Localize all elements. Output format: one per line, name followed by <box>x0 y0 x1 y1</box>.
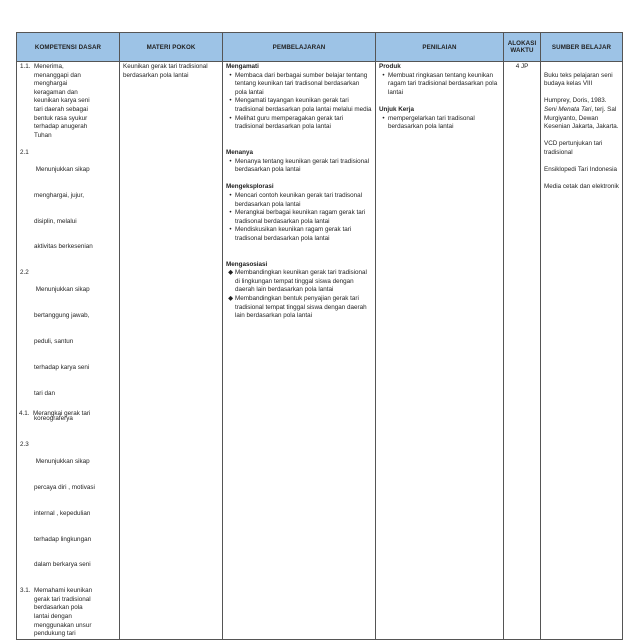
bullet-icon: • <box>382 114 385 122</box>
list-item: • Mengamati tayangan keunikan gerak tari tradisional berdasarkan pola lantai melalui media <box>226 97 372 114</box>
bullet-icon: • <box>229 71 232 79</box>
kompetensi-item <box>20 149 116 269</box>
kompetensi-line: Tuhan <box>34 131 52 139</box>
kompetensi-line: berdasarkan pola <box>34 604 83 612</box>
bullet-icon: • <box>229 97 232 105</box>
kompetensi-number: 3.1. <box>20 587 31 595</box>
kompetensi-line: terhadap anugerah <box>34 123 88 131</box>
kompetensi-line: terhadap karya seni <box>34 363 90 371</box>
pembelajaran-title: Menanya <box>226 148 253 156</box>
kompetensi-cell <box>17 62 120 640</box>
pembelajaran-title: Mengamati <box>226 63 259 70</box>
materi-text: Keunikan gerak tari tradisional berdasarkan pola lantai <box>123 63 208 79</box>
header-pembelajaran: PEMBELAJARAN <box>223 33 376 62</box>
kompetensi-line: disiplin, melalui <box>34 217 77 225</box>
kompetensi-line: terhadap lingkungan <box>34 535 92 543</box>
kompetensi-item <box>20 441 116 587</box>
bullet-icon: ◆ <box>228 295 233 303</box>
bullet-icon: • <box>229 157 232 165</box>
sumber-item: Ensiklopedi Tari Indonesia <box>544 166 618 174</box>
bullet-icon: • <box>229 226 232 234</box>
kompetensi-line: koreograferya <box>34 415 73 423</box>
header-kompetensi: KOMPETENSI DASAR <box>17 33 120 62</box>
kompetensi-line: percaya diri , motivasi <box>34 484 95 492</box>
kompetensi-line: gerak tari tradisional <box>34 595 91 603</box>
header-row <box>17 33 623 62</box>
list-item: • Mendiskusikan keunikan ragam gerak tari tradisonal berdasarkan pola lantai <box>226 226 372 243</box>
kompetensi-item <box>20 587 116 639</box>
kompetensi-number: 2.1 <box>20 148 29 156</box>
list-item: • Melihat guru memperagakan gerak tari tradisional berdasarkan pola lantai <box>226 115 372 132</box>
kompetensi-number: 2.3 <box>20 441 29 449</box>
sumber-cell <box>541 62 623 640</box>
bullet-icon: • <box>229 209 232 217</box>
list-item: ◆ Membandingkan keunikan gerak tari tradisional di lingkungan tempat tinggal siswa dengan daerah lain berdasarkan pola lantai <box>226 269 372 295</box>
kompetensi-line: bertanggung jawab, <box>34 312 90 320</box>
materi-cell <box>120 62 223 640</box>
kompetensi-line: Menunjukkan sikap <box>34 286 90 294</box>
list-item: ◆ Membandingkan bentuk penyajian gerak tari tradisional tempat tinggal siswa dengan daerah lain berdasarkan pola lantai <box>226 295 372 321</box>
kompetensi-line: menggunakan unsur <box>34 621 92 629</box>
bullet-icon: ◆ <box>228 269 233 277</box>
kompetensi-line: internal , kepedulian <box>34 509 91 517</box>
kompetensi-line: dalam berkarya seni <box>34 561 91 569</box>
alokasi-cell <box>504 62 541 640</box>
list-item: • Menanya tentang keunikan gerak tari tradisional berdasarkan pola lantai <box>226 158 372 175</box>
kompetensi-line: keragaman dan <box>34 88 78 96</box>
penilaian-title: Unjuk Kerja <box>379 105 414 113</box>
kompetensi-number: 2.2 <box>20 269 29 277</box>
table-row <box>17 62 623 640</box>
kompetensi-trailing <box>19 410 90 417</box>
kompetensi-line: menghargai, jujur, <box>34 191 85 199</box>
kompetensi-line: Merangkai gerak tari <box>33 410 91 417</box>
kompetensi-line: lantai dengan <box>34 613 72 620</box>
kompetensi-line: tari daerah sebagai <box>34 105 88 113</box>
kompetensi-line: keunikan karya seni <box>34 97 90 105</box>
kompetensi-number: 1.1. <box>20 63 31 70</box>
sumber-item: VCD pertunjukan tari tradisional <box>544 140 603 156</box>
sumber-item: Buku teks pelajaran seni budaya kelas VIII <box>544 71 613 88</box>
kompetensi-line: Menerima, <box>34 63 64 70</box>
kompetensi-line: menghargai <box>34 80 68 88</box>
kompetensi-line: tari dan <box>34 389 56 397</box>
kompetensi-line: bentuk rasa syukur <box>34 114 88 122</box>
kompetensi-line: menanggapi dan <box>34 71 81 79</box>
list-item: • Mencari contoh keunikan gerak tari tradisonal berdasarkan pola lantai <box>226 192 372 209</box>
kompetensi-line: aktivitas berkesenian <box>34 243 93 251</box>
header-sumber: SUMBER BELAJAR <box>541 33 623 62</box>
list-item: • Membuat ringkasan tentang keunikan ragam tari tradisional berdasarkan pola lantai <box>379 72 500 98</box>
kompetensi-line: pendukung tari <box>34 630 76 638</box>
kompetensi-line: peduli, santun <box>34 338 74 345</box>
pembelajaran-title: Mengasosiasi <box>226 260 268 268</box>
alokasi-value: 4 JP <box>515 63 529 70</box>
bullet-icon: • <box>382 71 385 79</box>
sumber-item: Media cetak dan elektronik <box>544 183 619 191</box>
kompetensi-item <box>20 63 116 140</box>
penilaian-title: Produk <box>379 63 401 70</box>
kompetensi-line: Menunjukkan sikap <box>34 166 90 174</box>
bullet-icon: • <box>229 114 232 122</box>
bullet-icon: • <box>229 191 232 199</box>
kompetensi-number: 4.1. <box>19 410 30 417</box>
header-alokasi: ALOKASI WAKTU <box>504 33 541 62</box>
list-item: • Membaca dari berbagai sumber belajar tentang tentang keunikan tari tradisonal berdasarkan pola lantai <box>226 72 372 98</box>
penilaian-cell <box>376 62 504 640</box>
pembelajaran-cell <box>223 62 376 640</box>
list-item: • Merangkai berbagai keunikan ragam gerak tari tradisonal berdasarkan pola lantai <box>226 209 372 226</box>
sumber-item: Humprey, Doris, 1983. Seni Menata Tari, terj. Sal Murgiyanto, Dewan Kesenian Jakarta, Jakarta. <box>544 97 619 131</box>
list-item: • mempergelarkan tari tradisonal berdasarkan pola lantai <box>379 115 500 132</box>
header-materi: MATERI POKOK <box>120 33 223 62</box>
pembelajaran-title: Mengeksplorasi <box>226 183 274 191</box>
syllabus-table <box>16 32 623 640</box>
kompetensi-line: Menunjukkan sikap <box>34 458 90 466</box>
kompetensi-line: Memahami keunikan <box>34 587 93 595</box>
header-penilaian: PENILAIAN <box>376 33 504 62</box>
